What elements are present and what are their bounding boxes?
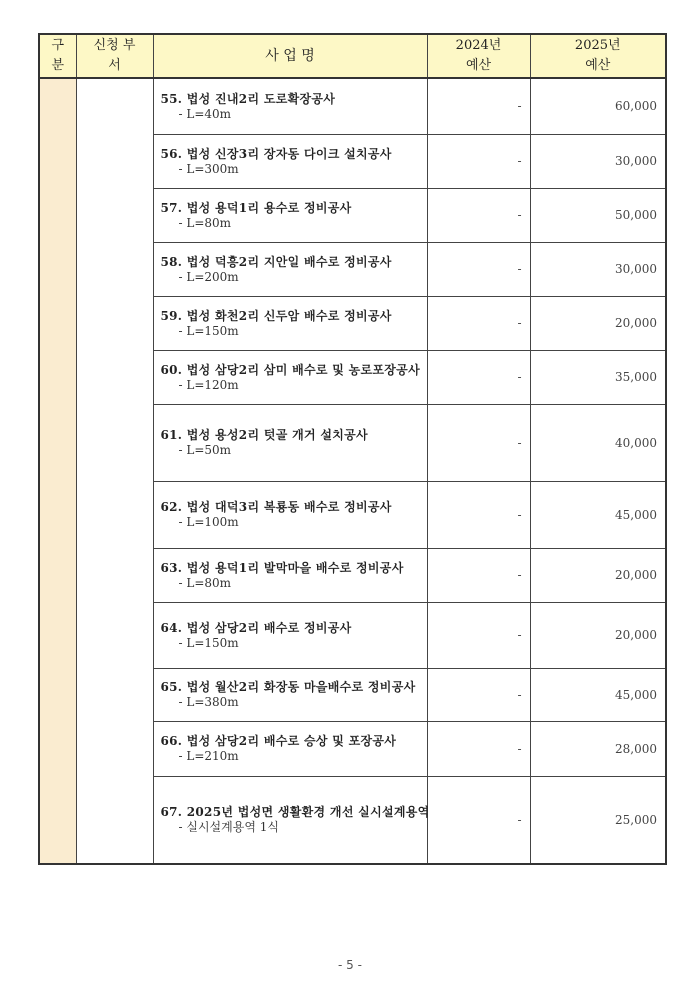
project-title: 55. 법성 진내2리 도로확장공사 (160, 91, 336, 106)
project-title: 63. 법성 용덕1리 발막마을 배수로 정비공사 (160, 560, 404, 575)
project-title: 66. 법성 삼당2리 배수로 승상 및 포장공사 (160, 734, 397, 748)
budget-2024-cell: - (427, 721, 530, 776)
header-budget-2025: 2025년 예산 (530, 34, 666, 78)
budget-table (38, 33, 667, 865)
project-detail: - L=200m (178, 269, 239, 284)
budget-2024-cell: - (427, 296, 530, 350)
budget-2024-cell: - (427, 404, 530, 481)
budget-2024-cell: - (427, 242, 530, 296)
project-detail: - L=40m (178, 106, 232, 121)
budget-2024-cell: - (427, 668, 530, 721)
project-name-cell (153, 188, 427, 242)
dept-cell (76, 78, 153, 864)
budget-2024-cell: - (427, 188, 530, 242)
table-header-row (39, 34, 666, 78)
project-title: 62. 법성 대덕3리 복룡동 배수로 정비공사 (160, 500, 392, 514)
project-detail: - L=210m (178, 749, 239, 763)
budget-2025-cell: 25,000 (530, 776, 666, 864)
project-name-cell (153, 242, 427, 296)
budget-2024-cell: - (427, 602, 530, 668)
budget-2024-cell: - (427, 548, 530, 602)
budget-2025-cell: 20,000 (530, 296, 666, 350)
project-name-cell (153, 668, 427, 721)
budget-2025-cell: 30,000 (530, 134, 666, 188)
table-body (39, 78, 666, 864)
project-detail: - L=100m (178, 515, 239, 529)
project-name-cell (153, 134, 427, 188)
budget-2025-cell: 60,000 (530, 78, 666, 134)
project-name-cell (153, 481, 427, 548)
project-title: 58. 법성 덕흥2리 지안일 배수로 정비공사 (160, 254, 392, 269)
header-project-name: 사 업 명 (153, 34, 427, 78)
project-detail: - L=150m (178, 635, 239, 650)
budget-2025-cell: 20,000 (530, 602, 666, 668)
project-title: 59. 법성 화천2리 신두암 배수로 정비공사 (160, 308, 392, 323)
project-title: 60. 법성 삼당2리 삼미 배수로 및 농로포장공사 (160, 362, 420, 377)
project-detail: - L=80m (178, 215, 232, 230)
budget-2025-cell: 45,000 (530, 481, 666, 548)
project-title: 56. 법성 신장3리 장자동 다이크 설치공사 (160, 146, 392, 161)
project-name-cell (153, 404, 427, 481)
budget-2025-cell: 40,000 (530, 404, 666, 481)
project-title: 67. 2025년 법성면 생활환경 개선 실시설계용역 (160, 805, 430, 820)
budget-2024-cell: - (427, 481, 530, 548)
page-number: - 5 - (338, 958, 362, 972)
project-detail: - 실시설계용역 1식 (178, 820, 279, 835)
project-name-cell (153, 602, 427, 668)
budget-2025-cell: 35,000 (530, 350, 666, 404)
project-detail: - L=380m (178, 695, 239, 709)
project-detail: - L=50m (178, 443, 232, 457)
budget-2025-cell: 20,000 (530, 548, 666, 602)
project-detail: - L=120m (178, 377, 239, 392)
table-row (39, 78, 666, 134)
budget-2025-cell: 45,000 (530, 668, 666, 721)
budget-2024-cell: - (427, 776, 530, 864)
project-name-cell (153, 776, 430, 864)
project-title: 65. 법성 월산2리 화장동 마을배수로 정비공사 (160, 680, 416, 694)
project-detail: - L=80m (178, 575, 232, 590)
project-name-cell (153, 721, 427, 776)
budget-2025-cell: 30,000 (530, 242, 666, 296)
header-dept: 신청 부서 (76, 34, 153, 78)
project-name-cell (153, 78, 427, 134)
project-title: 64. 법성 삼당2리 배수로 정비공사 (160, 620, 352, 635)
project-title: 61. 법성 용성2리 텃골 개거 설치공사 (160, 428, 368, 442)
header-budget-2024: 2024년 예산 (427, 34, 530, 78)
project-title: 57. 법성 용덕1리 용수로 정비공사 (160, 200, 352, 215)
project-detail: - L=300m (178, 161, 239, 176)
project-name-cell (153, 548, 427, 602)
project-detail: - L=150m (178, 323, 239, 338)
project-name-cell (153, 296, 427, 350)
project-name-cell (153, 350, 427, 404)
budget-2024-cell: - (427, 350, 530, 404)
gubun-cell (39, 78, 76, 864)
budget-2024-cell: - (427, 78, 530, 134)
header-gubun: 구 분 (39, 34, 76, 78)
budget-2024-cell: - (427, 134, 530, 188)
budget-2025-cell: 28,000 (530, 721, 666, 776)
budget-2025-cell: 50,000 (530, 188, 666, 242)
